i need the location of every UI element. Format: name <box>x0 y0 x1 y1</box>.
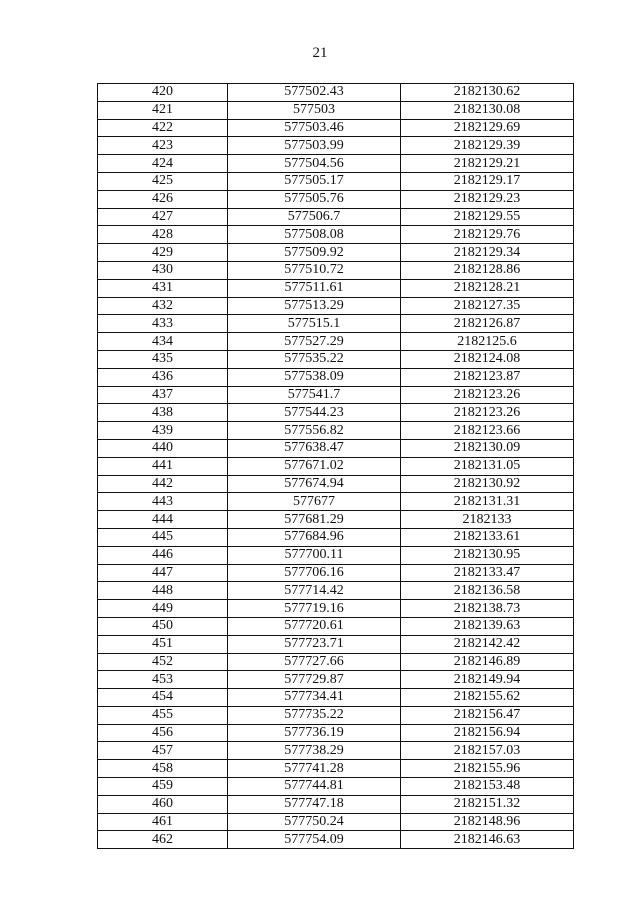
y-coordinate-cell: 2182130.92 <box>401 475 574 493</box>
y-coordinate-cell: 2182130.09 <box>401 439 574 457</box>
y-coordinate-cell: 2182129.76 <box>401 226 574 244</box>
x-coordinate-cell: 577719.16 <box>228 600 401 618</box>
y-coordinate-cell: 2182139.63 <box>401 617 574 635</box>
point-number-cell: 455 <box>98 706 228 724</box>
x-coordinate-cell: 577502.43 <box>228 84 401 102</box>
x-coordinate-cell: 577506.7 <box>228 208 401 226</box>
point-number-cell: 450 <box>98 617 228 635</box>
y-coordinate-cell: 2182136.58 <box>401 582 574 600</box>
table-row <box>98 813 574 831</box>
table-row <box>98 315 574 333</box>
y-coordinate-cell: 2182129.23 <box>401 190 574 208</box>
y-coordinate-cell: 2182128.86 <box>401 261 574 279</box>
y-coordinate-cell: 2182127.35 <box>401 297 574 315</box>
x-coordinate-cell: 577744.81 <box>228 778 401 796</box>
table-row <box>98 706 574 724</box>
table-row <box>98 84 574 102</box>
x-coordinate-cell: 577638.47 <box>228 439 401 457</box>
y-coordinate-cell: 2182128.21 <box>401 279 574 297</box>
y-coordinate-cell: 2182155.96 <box>401 760 574 778</box>
y-coordinate-cell: 2182133.61 <box>401 528 574 546</box>
point-number-cell: 459 <box>98 778 228 796</box>
point-number-cell: 456 <box>98 724 228 742</box>
point-number-cell: 422 <box>98 119 228 137</box>
y-coordinate-cell: 2182146.89 <box>401 653 574 671</box>
table-row <box>98 475 574 493</box>
x-coordinate-cell: 577515.1 <box>228 315 401 333</box>
table-row <box>98 155 574 173</box>
point-number-cell: 431 <box>98 279 228 297</box>
point-number-cell: 461 <box>98 813 228 831</box>
table-row <box>98 226 574 244</box>
y-coordinate-cell: 2182156.47 <box>401 706 574 724</box>
point-number-cell: 440 <box>98 439 228 457</box>
x-coordinate-cell: 577720.61 <box>228 617 401 635</box>
table-row <box>98 190 574 208</box>
x-coordinate-cell: 577513.29 <box>228 297 401 315</box>
table-row <box>98 439 574 457</box>
table-row <box>98 101 574 119</box>
point-number-cell: 441 <box>98 457 228 475</box>
y-coordinate-cell: 2182123.66 <box>401 422 574 440</box>
x-coordinate-cell: 577727.66 <box>228 653 401 671</box>
point-number-cell: 426 <box>98 190 228 208</box>
y-coordinate-cell: 2182148.96 <box>401 813 574 831</box>
x-coordinate-cell: 577674.94 <box>228 475 401 493</box>
y-coordinate-cell: 2182142.42 <box>401 635 574 653</box>
y-coordinate-cell: 2182146.63 <box>401 831 574 849</box>
point-number-cell: 444 <box>98 511 228 529</box>
point-number-cell: 421 <box>98 101 228 119</box>
point-number-cell: 432 <box>98 297 228 315</box>
x-coordinate-cell: 577735.22 <box>228 706 401 724</box>
y-coordinate-cell: 2182129.69 <box>401 119 574 137</box>
table-row <box>98 546 574 564</box>
y-coordinate-cell: 2182156.94 <box>401 724 574 742</box>
point-number-cell: 448 <box>98 582 228 600</box>
x-coordinate-cell: 577544.23 <box>228 404 401 422</box>
table-row <box>98 778 574 796</box>
point-number-cell: 439 <box>98 422 228 440</box>
point-number-cell: 438 <box>98 404 228 422</box>
x-coordinate-cell: 577511.61 <box>228 279 401 297</box>
x-coordinate-cell: 577508.08 <box>228 226 401 244</box>
point-number-cell: 423 <box>98 137 228 155</box>
x-coordinate-cell: 577509.92 <box>228 244 401 262</box>
point-number-cell: 457 <box>98 742 228 760</box>
coordinates-table-body <box>98 84 574 849</box>
y-coordinate-cell: 2182133.47 <box>401 564 574 582</box>
table-row <box>98 261 574 279</box>
y-coordinate-cell: 2182123.26 <box>401 404 574 422</box>
table-row <box>98 404 574 422</box>
x-coordinate-cell: 577754.09 <box>228 831 401 849</box>
x-coordinate-cell: 577738.29 <box>228 742 401 760</box>
point-number-cell: 428 <box>98 226 228 244</box>
x-coordinate-cell: 577556.82 <box>228 422 401 440</box>
y-coordinate-cell: 2182129.55 <box>401 208 574 226</box>
x-coordinate-cell: 577700.11 <box>228 546 401 564</box>
point-number-cell: 446 <box>98 546 228 564</box>
point-number-cell: 445 <box>98 528 228 546</box>
y-coordinate-cell: 2182129.39 <box>401 137 574 155</box>
point-number-cell: 443 <box>98 493 228 511</box>
x-coordinate-cell: 577677 <box>228 493 401 511</box>
x-coordinate-cell: 577706.16 <box>228 564 401 582</box>
point-number-cell: 435 <box>98 350 228 368</box>
x-coordinate-cell: 577541.7 <box>228 386 401 404</box>
point-number-cell: 430 <box>98 261 228 279</box>
x-coordinate-cell: 577505.76 <box>228 190 401 208</box>
point-number-cell: 460 <box>98 795 228 813</box>
x-coordinate-cell: 577750.24 <box>228 813 401 831</box>
table-row <box>98 422 574 440</box>
point-number-cell: 462 <box>98 831 228 849</box>
point-number-cell: 436 <box>98 368 228 386</box>
y-coordinate-cell: 2182149.94 <box>401 671 574 689</box>
y-coordinate-cell: 2182129.34 <box>401 244 574 262</box>
y-coordinate-cell: 2182131.31 <box>401 493 574 511</box>
x-coordinate-cell: 577535.22 <box>228 350 401 368</box>
x-coordinate-cell: 577505.17 <box>228 172 401 190</box>
point-number-cell: 424 <box>98 155 228 173</box>
table-row <box>98 279 574 297</box>
point-number-cell: 449 <box>98 600 228 618</box>
point-number-cell: 429 <box>98 244 228 262</box>
y-coordinate-cell: 2182151.32 <box>401 795 574 813</box>
table-row <box>98 457 574 475</box>
table-row <box>98 368 574 386</box>
x-coordinate-cell: 577714.42 <box>228 582 401 600</box>
table-row <box>98 600 574 618</box>
point-number-cell: 425 <box>98 172 228 190</box>
table-row <box>98 350 574 368</box>
y-coordinate-cell: 2182130.08 <box>401 101 574 119</box>
table-row <box>98 635 574 653</box>
table-row <box>98 493 574 511</box>
point-number-cell: 437 <box>98 386 228 404</box>
x-coordinate-cell: 577503.99 <box>228 137 401 155</box>
y-coordinate-cell: 2182126.87 <box>401 315 574 333</box>
x-coordinate-cell: 577684.96 <box>228 528 401 546</box>
point-number-cell: 442 <box>98 475 228 493</box>
x-coordinate-cell: 577734.41 <box>228 689 401 707</box>
y-coordinate-cell: 2182129.21 <box>401 155 574 173</box>
x-coordinate-cell: 577538.09 <box>228 368 401 386</box>
y-coordinate-cell: 2182153.48 <box>401 778 574 796</box>
y-coordinate-cell: 2182130.95 <box>401 546 574 564</box>
x-coordinate-cell: 577510.72 <box>228 261 401 279</box>
point-number-cell: 447 <box>98 564 228 582</box>
table-row <box>98 528 574 546</box>
x-coordinate-cell: 577504.56 <box>228 155 401 173</box>
table-row <box>98 137 574 155</box>
table-row <box>98 244 574 262</box>
point-number-cell: 433 <box>98 315 228 333</box>
point-number-cell: 452 <box>98 653 228 671</box>
y-coordinate-cell: 2182138.73 <box>401 600 574 618</box>
table-row <box>98 653 574 671</box>
table-row <box>98 333 574 351</box>
table-row <box>98 386 574 404</box>
table-row <box>98 760 574 778</box>
table-row <box>98 297 574 315</box>
y-coordinate-cell: 2182155.62 <box>401 689 574 707</box>
table-row <box>98 795 574 813</box>
x-coordinate-cell: 577741.28 <box>228 760 401 778</box>
page-number: 21 <box>312 45 328 61</box>
table-row <box>98 831 574 849</box>
table-row <box>98 742 574 760</box>
y-coordinate-cell: 2182125.6 <box>401 333 574 351</box>
table-row <box>98 511 574 529</box>
y-coordinate-cell: 2182123.26 <box>401 386 574 404</box>
x-coordinate-cell: 577729.87 <box>228 671 401 689</box>
table-row <box>98 172 574 190</box>
coordinates-table <box>97 83 574 849</box>
point-number-cell: 458 <box>98 760 228 778</box>
table-row <box>98 689 574 707</box>
x-coordinate-cell: 577671.02 <box>228 457 401 475</box>
x-coordinate-cell: 577681.29 <box>228 511 401 529</box>
x-coordinate-cell: 577503 <box>228 101 401 119</box>
y-coordinate-cell: 2182157.03 <box>401 742 574 760</box>
x-coordinate-cell: 577747.18 <box>228 795 401 813</box>
y-coordinate-cell: 2182131.05 <box>401 457 574 475</box>
table-row <box>98 671 574 689</box>
y-coordinate-cell: 2182123.87 <box>401 368 574 386</box>
table-row <box>98 208 574 226</box>
x-coordinate-cell: 577503.46 <box>228 119 401 137</box>
point-number-cell: 420 <box>98 84 228 102</box>
y-coordinate-cell: 2182133 <box>401 511 574 529</box>
table-row <box>98 564 574 582</box>
table-row <box>98 724 574 742</box>
y-coordinate-cell: 2182130.62 <box>401 84 574 102</box>
y-coordinate-cell: 2182124.08 <box>401 350 574 368</box>
x-coordinate-cell: 577723.71 <box>228 635 401 653</box>
point-number-cell: 453 <box>98 671 228 689</box>
point-number-cell: 451 <box>98 635 228 653</box>
table-row <box>98 582 574 600</box>
x-coordinate-cell: 577736.19 <box>228 724 401 742</box>
x-coordinate-cell: 577527.29 <box>228 333 401 351</box>
table-row <box>98 119 574 137</box>
y-coordinate-cell: 2182129.17 <box>401 172 574 190</box>
point-number-cell: 454 <box>98 689 228 707</box>
point-number-cell: 427 <box>98 208 228 226</box>
table-row <box>98 617 574 635</box>
point-number-cell: 434 <box>98 333 228 351</box>
